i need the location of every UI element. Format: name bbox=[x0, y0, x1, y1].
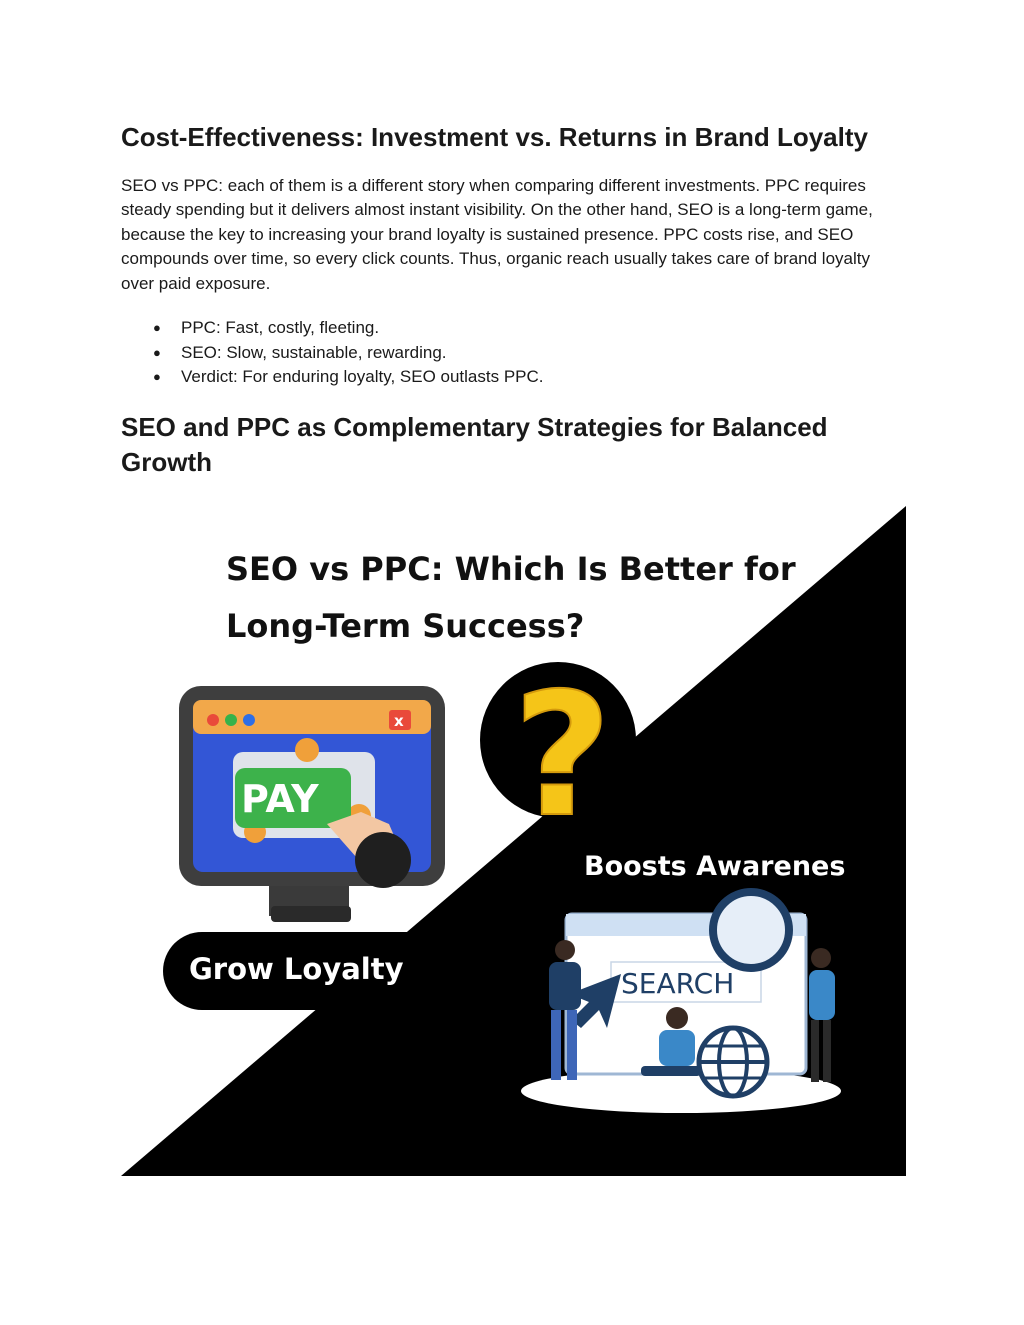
bullet-dot-icon: ● bbox=[153, 344, 161, 360]
body-paragraph: SEO vs PPC: each of them is a different story when comparing different investments. PPC requires steady spending but it delivers almost instant visibility. On the other hand, SEO is a long-term game, because the key to increasing your brand loyalty is sustained presence. PPC costs rise, and SEO compounds over time, so every click counts. Thus, organic reach usually takes care of brand loyalty over paid exposure. bbox=[121, 176, 873, 293]
hero-image bbox=[121, 506, 906, 1176]
boosts-awareness-label: Boosts Awarenes bbox=[584, 851, 846, 882]
section-heading-complementary-strategies: SEO and PPC as Complementary Strategies for Balanced Growth bbox=[121, 412, 828, 477]
list-item: ● Verdict: For enduring loyalty, SEO outlasts PPC. bbox=[121, 365, 544, 390]
hero-title-line2: Long-Term Success? bbox=[226, 607, 585, 645]
magnifying-glass-icon bbox=[713, 892, 789, 968]
grow-loyalty-pill bbox=[163, 932, 463, 1010]
hero-title-line1: SEO vs PPC: Which Is Better for bbox=[226, 550, 796, 588]
svg-text:SEARCH: SEARCH bbox=[621, 967, 735, 1000]
svg-text:x: x bbox=[394, 712, 404, 730]
section-heading-cost-effectiveness: Cost-Effectiveness: Investment vs. Returns in Brand Loyalty bbox=[121, 122, 868, 152]
svg-text:PAY: PAY bbox=[241, 777, 319, 821]
list-item: ● SEO: Slow, sustainable, rewarding. bbox=[121, 341, 544, 366]
globe-icon bbox=[699, 1028, 767, 1096]
bullet-list bbox=[121, 316, 544, 390]
bullet-dot-icon: ● bbox=[153, 320, 161, 335]
svg-text:?: ? bbox=[513, 657, 612, 855]
bullet-dot-icon: ● bbox=[153, 369, 161, 385]
svg-text:Grow Loyalty: Grow Loyalty bbox=[189, 952, 404, 986]
search-illustration bbox=[521, 892, 841, 1113]
list-item: ● PPC: Fast, costly, fleeting. bbox=[121, 316, 544, 341]
